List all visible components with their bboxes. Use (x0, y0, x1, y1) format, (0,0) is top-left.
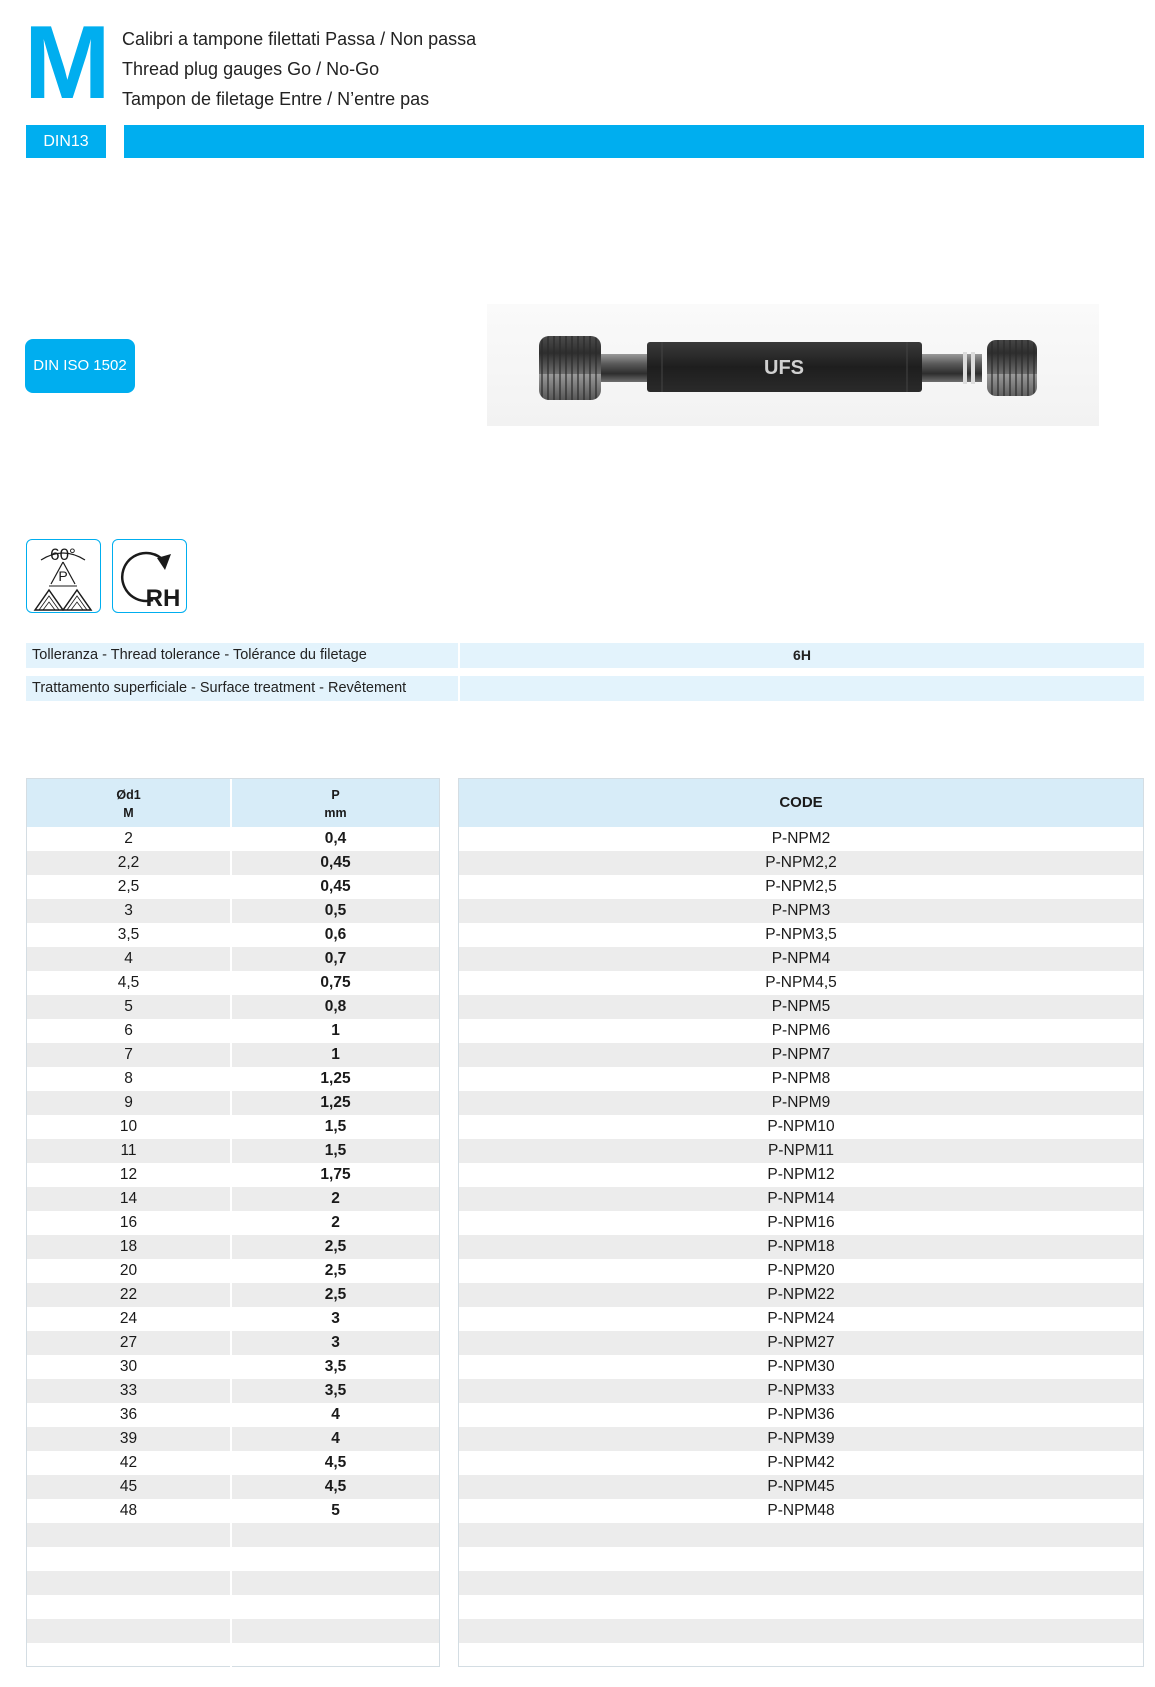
table-row (27, 1619, 439, 1643)
code-cell: P-NPM8 (771, 1070, 831, 1087)
code-cell: P-NPM7 (459, 1043, 1143, 1067)
code-table-body (459, 827, 1143, 1667)
pitch-cell (232, 1643, 439, 1667)
pitch-cell: 0,6 (324, 926, 347, 943)
title-block (122, 24, 476, 114)
pitch-cell: 2 (331, 1214, 340, 1231)
pitch-cell: 4 (331, 1406, 340, 1423)
title-french: Tampon de filetage Entre / N’entre pas (122, 89, 430, 109)
surface-treatment-row (26, 676, 1144, 701)
diameter-cell: 11 (27, 1139, 232, 1163)
code-cell: P-NPM20 (767, 1262, 835, 1279)
table-row (27, 1235, 439, 1259)
code-cell: P-NPM4,5 (765, 974, 837, 991)
code-cell: P-NPM4 (459, 947, 1143, 971)
code-table (458, 778, 1144, 1667)
code-cell: P-NPM42 (767, 1454, 835, 1471)
surface-treatment-label: Trattamento superficiale - Surface treatment - Revêtement (26, 676, 458, 701)
diameter-cell: 48 (27, 1499, 232, 1523)
table-row (27, 1139, 439, 1163)
code-cell: P-NPM30 (767, 1358, 835, 1375)
diameter-cell: 16 (27, 1211, 232, 1235)
code-cell: P-NPM3 (459, 899, 1143, 923)
product-logo: UFS (764, 357, 804, 379)
thread-tolerance-row (26, 643, 1144, 668)
table-row (27, 1643, 439, 1667)
diameter-cell: 27 (27, 1331, 232, 1355)
code-column-header: CODE (459, 779, 1143, 827)
pitch-cell (232, 1571, 439, 1595)
pitch-cell: 5 (331, 1502, 340, 1519)
diameter-cell: 9 (27, 1091, 232, 1115)
code-cell: P-NPM6 (771, 1022, 831, 1039)
code-cell: P-NPM16 (767, 1214, 835, 1231)
table-row (27, 1499, 439, 1523)
diameter-cell: 42 (27, 1451, 232, 1475)
table-row (27, 1451, 439, 1475)
pitch-cell: 4,5 (324, 1478, 347, 1495)
code-cell (459, 1643, 1143, 1667)
table-row (27, 1475, 439, 1499)
thread-angle-label: 60° (50, 545, 76, 564)
pitch-cell (232, 1619, 439, 1643)
surface-treatment-value (460, 676, 1144, 701)
pitch-cell: 0,8 (324, 998, 347, 1015)
code-cell: P-NPM48 (767, 1502, 835, 1519)
pitch-cell: 1,5 (324, 1142, 347, 1159)
table-row (27, 1115, 439, 1139)
pitch-cell: 2,5 (324, 1262, 347, 1279)
diameter-cell: 2,5 (27, 875, 232, 899)
diameter-cell: 7 (27, 1043, 232, 1067)
table-row (27, 1283, 439, 1307)
pitch-cell: 0,5 (324, 902, 347, 919)
pitch-cell (232, 1595, 439, 1619)
code-cell: P-NPM2,2 (459, 851, 1143, 875)
standard-badge: DIN13 (26, 125, 106, 158)
diameter-cell: 30 (27, 1355, 232, 1379)
code-cell: P-NPM27 (459, 1331, 1143, 1355)
table-row (27, 1331, 439, 1355)
pitch-cell: 1 (331, 1022, 340, 1039)
code-cell: P-NPM3,5 (765, 926, 837, 943)
table-row (27, 1595, 439, 1619)
code-cell: P-NPM22 (459, 1283, 1143, 1307)
table-row (27, 1187, 439, 1211)
dimensions-table-header (27, 779, 439, 827)
table-row (27, 1547, 439, 1571)
diameter-cell: 10 (27, 1115, 232, 1139)
pitch-cell: 3,5 (324, 1358, 347, 1375)
thread-angle-60-icon (26, 539, 101, 613)
pitch-cell: 4 (331, 1430, 340, 1447)
diameter-cell: 3,5 (27, 923, 232, 947)
pitch-cell (232, 1523, 439, 1547)
diameter-cell (27, 1643, 232, 1667)
pitch-cell: 4,5 (324, 1454, 347, 1471)
rotation-label: RH (145, 585, 181, 611)
code-cell: P-NPM36 (767, 1406, 835, 1423)
table-row (27, 1211, 439, 1235)
code-cell (459, 1571, 1143, 1595)
table-row (27, 875, 439, 899)
diameter-cell (27, 1595, 232, 1619)
header-accent-bar (124, 125, 1144, 158)
diameter-cell: 24 (27, 1307, 232, 1331)
code-cell: P-NPM2 (771, 830, 831, 847)
pitch-cell: 2,5 (324, 1286, 347, 1303)
pitch-cell: 1,5 (324, 1118, 347, 1135)
pitch-cell: 2,5 (324, 1238, 347, 1255)
pitch-cell: 0,7 (324, 950, 347, 967)
code-cell: P-NPM45 (459, 1475, 1143, 1499)
diameter-cell: 4,5 (27, 971, 232, 995)
code-cell: P-NPM14 (459, 1187, 1143, 1211)
pitch-cell: 3,5 (324, 1382, 347, 1399)
product-image (487, 304, 1099, 426)
pitch-cell: 2 (331, 1190, 340, 1207)
pitch-column-header: P mm (324, 788, 347, 820)
code-cell (459, 1523, 1143, 1547)
diameter-cell: 20 (27, 1259, 232, 1283)
pitch-cell: 0,4 (324, 830, 347, 847)
code-cell: P-NPM2,5 (765, 878, 837, 895)
table-row (27, 1067, 439, 1091)
diameter-cell: 2,2 (27, 851, 232, 875)
pitch-cell: 1,75 (320, 1166, 351, 1183)
table-row (27, 1403, 439, 1427)
diameter-cell: 4 (27, 947, 232, 971)
thread-plug-gauge-image (487, 304, 1099, 426)
table-row (27, 1259, 439, 1283)
pitch-cell: 0,45 (320, 878, 351, 895)
code-cell: P-NPM18 (459, 1235, 1143, 1259)
pitch-cell: 0,45 (320, 854, 351, 871)
diameter-cell (27, 1523, 232, 1547)
pitch-cell: 1,25 (320, 1094, 351, 1111)
pitch-label: P (58, 568, 68, 584)
table-row (27, 851, 439, 875)
table-row (27, 1163, 439, 1187)
table-row (27, 827, 439, 851)
diameter-cell: 12 (27, 1163, 232, 1187)
table-row (27, 947, 439, 971)
table-row (27, 899, 439, 923)
diameter-cell: 39 (27, 1427, 232, 1451)
pitch-cell: 1,25 (320, 1070, 351, 1087)
diameter-cell (27, 1571, 232, 1595)
table-row (27, 1523, 439, 1547)
diameter-cell: 8 (27, 1067, 232, 1091)
diameter-cell (27, 1547, 232, 1571)
diameter-cell: 22 (27, 1283, 232, 1307)
code-cell: P-NPM39 (459, 1427, 1143, 1451)
thread-tolerance-value: 6H (460, 643, 1144, 668)
pitch-cell (232, 1547, 439, 1571)
table-row (27, 1355, 439, 1379)
pitch-cell: 3 (331, 1310, 340, 1327)
right-hand-thread-icon (112, 539, 187, 613)
table-row (27, 1379, 439, 1403)
diameter-cell: 18 (27, 1235, 232, 1259)
pitch-cell: 1 (331, 1046, 340, 1063)
diameter-cell: 33 (27, 1379, 232, 1403)
table-row (27, 1043, 439, 1067)
code-cell: P-NPM33 (459, 1379, 1143, 1403)
pitch-cell: 0,75 (320, 974, 351, 991)
title-italian: Calibri a tampone filettati Passa / Non passa (122, 29, 477, 49)
diameter-column-header: Ød1 M (27, 779, 232, 827)
dimensions-table (26, 778, 440, 1667)
code-cell: P-NPM12 (767, 1166, 835, 1183)
table-row (27, 1307, 439, 1331)
code-cell (459, 1547, 1143, 1571)
diameter-cell: 3 (27, 899, 232, 923)
diameter-cell: 2 (27, 827, 232, 851)
code-cell (459, 1595, 1143, 1619)
table-row (27, 1019, 439, 1043)
table-row (27, 1571, 439, 1595)
diameter-cell: 5 (27, 995, 232, 1019)
thread-tolerance-label: Tolleranza - Thread tolerance - Tolérance du filetage (26, 643, 458, 668)
diameter-cell: 45 (27, 1475, 232, 1499)
code-cell: P-NPM10 (767, 1118, 835, 1135)
diameter-cell: 14 (27, 1187, 232, 1211)
iso-standard-badge: DIN ISO 1502 (25, 339, 135, 393)
code-cell: P-NPM11 (459, 1139, 1143, 1163)
diameter-cell: 36 (27, 1403, 232, 1427)
table-row (27, 995, 439, 1019)
code-cell (459, 1619, 1143, 1643)
series-letter: M (24, 5, 107, 121)
title-english: Thread plug gauges Go / No-Go (122, 59, 380, 79)
code-cell: P-NPM9 (459, 1091, 1143, 1115)
table-row (27, 1091, 439, 1115)
dimensions-table-body (27, 827, 439, 1667)
code-cell: P-NPM24 (767, 1310, 835, 1327)
table-row (27, 1427, 439, 1451)
diameter-cell (27, 1619, 232, 1643)
pitch-cell: 3 (331, 1334, 340, 1351)
table-row (27, 971, 439, 995)
table-row (27, 923, 439, 947)
code-cell: P-NPM5 (459, 995, 1143, 1019)
diameter-cell: 6 (27, 1019, 232, 1043)
